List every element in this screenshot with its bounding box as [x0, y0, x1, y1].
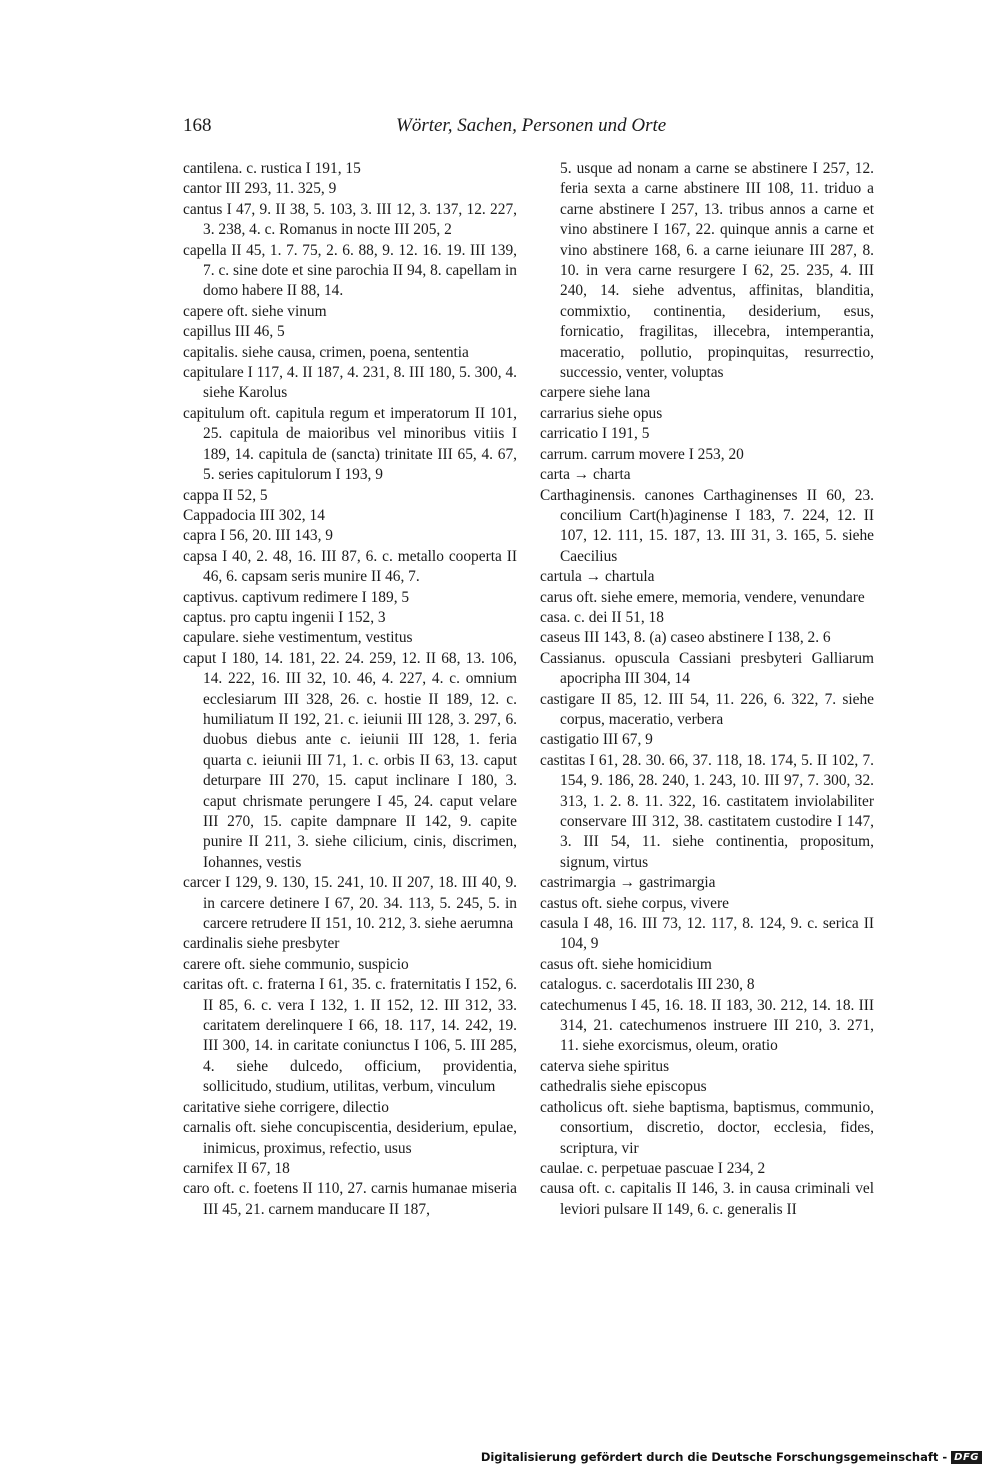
index-entry: capra I 56, 20. III 143, 9: [183, 527, 334, 545]
index-entry: capitalis. siehe causa, crimen, poena, sententia: [183, 343, 469, 361]
left-column: [183, 159, 517, 1220]
index-entry: casula I 48, 16. III 73, 12. 117, 8. 124, 9. c. serica II 104, 9: [540, 915, 874, 953]
index-entry: capere oft. siehe vinum: [183, 302, 327, 320]
index-entry: catalogus. c. sacerdotalis III 230, 8: [540, 976, 755, 994]
index-entry: castrimargia → gastrimargia: [540, 874, 716, 892]
index-entry: 5. usque ad nonam a carne se abstinere I 257, 12. feria sexta a carne abstinere III 108, 11. triduo a carne abstinere I 257, 13. tribus annos a carne et vino abstinere I 167, 22. quinque annis a carne et vino abstinere 168, 6. a carne ieiunare III 287, 8. 10. in vera carne resurgere I 62, 25. 235, 4. III 240, 14. siehe adventus, affinitas, blanditia, commixtio, continentia, desiderium, esus, fornicatio, fragilitas, illecebra, intemperantia, maceratio, pollutio, propinquitas, resurrectio, successio, venter, voluptas: [560, 160, 874, 382]
footer: [481, 1450, 982, 1464]
index-entry: cathedralis siehe episcopus: [540, 1078, 707, 1096]
index-entry: caulae. c. perpetuae pascuae I 234, 2: [540, 1159, 766, 1177]
index-entry: capsa I 40, 2. 48, 16. III 87, 6. c. metallo cooperta II 46, 6. capsam seris munire II 46, 7.: [183, 547, 517, 586]
index-entry: cantor III 293, 11. 325, 9: [183, 180, 337, 198]
index-entry: Cappadocia III 302, 14: [183, 506, 325, 524]
index-entry: Cassianus. opuscula Cassiani presbyteri Galliarum apocripha III 304, 14: [540, 649, 874, 688]
running-title: Wörter, Sachen, Personen und Orte: [396, 115, 667, 136]
index-entry: carnalis oft. siehe concupiscentia, desiderium, epulae, inimicus, proximus, refectio, usus: [183, 1119, 517, 1157]
index-entry: carus oft. siehe emere, memoria, vendere, venundare: [540, 588, 865, 606]
index-entry: casus oft. siehe homicidium: [540, 955, 712, 973]
index-entry: carnifex II 67, 18: [183, 1159, 290, 1177]
index-entry: capulare. siehe vestimentum, vestitus: [183, 629, 413, 647]
page-number: 168: [183, 115, 212, 136]
index-entry: caritative siehe corrigere, dilectio: [183, 1098, 389, 1116]
index-entry: capella II 45, 1. 7. 75, 2. 6. 88, 9. 12. 16. 19. III 139, 7. c. sine dote et sine parochia II 94, 8. capellam in domo habere II 88, 14.: [183, 241, 517, 300]
index-entry: caput I 180, 14. 181, 22. 24. 259, 12. II 68, 13. 106, 14. 222, 16. III 32, 10. 46, 4. 227, 4. c. omnium ecclesiarum III 328, 26. c. hostie II 189, 12. c. humiliatum II 192, 21. c. ieiunii III 128, 3. 297, 6. duobus diebus ante c. ieiunii III 128, 1. feria quarta c. ieiunii III 71, 1. c. orbis II 63, 13. caput deturpare III 270, 15. caput inclinare I 180, 3. caput chrismate perungere I 45, 24. caput velare III 270, 15. capite dampnare II 142, 9. capite punire II 211, 3. siehe cilicium, cinis, discrimen, Iohannes, vestis: [183, 649, 517, 871]
index-entry: cantilena. c. rustica I 191, 15: [183, 160, 361, 177]
index-entry: captivus. captivum redimere I 189, 5: [183, 588, 410, 606]
index-entry: carrarius siehe opus: [540, 404, 663, 422]
index-entry: caterva siehe spiritus: [540, 1057, 670, 1075]
index-entry: capitulum oft. capitula regum et imperatorum II 101, 25. capitula de maioribus vel minoribus vitiis I 189, 14. capitula de (sancta) trinitate III 65, 4. 67, 5. series capitulorum I 193, 9: [183, 404, 517, 484]
index-entry: castigare II 85, 12. III 54, 11. 226, 6. 322, 7. siehe corpus, maceratio, verbera: [540, 690, 874, 728]
index-entry: carricatio I 191, 5: [540, 425, 650, 443]
index-entry: catechumenus I 45, 16. 18. II 183, 30. 212, 14. 18. III 314, 21. catechumenos instruere III 210, 3. 271, 11. siehe exorcismus, oleum, oratio: [540, 996, 874, 1055]
index-entry: catholicus oft. siehe baptisma, baptismus, communio, consortium, discretio, doctor, ecclesia, fides, scriptura, vir: [540, 1098, 874, 1157]
index-entry: capitulare I 117, 4. II 187, 4. 231, 8. III 180, 5. 300, 4. siehe Karolus: [183, 364, 517, 402]
index-entry: castigatio III 67, 9: [540, 731, 653, 749]
dfg-logo: DFG: [951, 1451, 982, 1464]
index-entry: caro oft. c. foetens II 110, 27. carnis humanae miseria III 45, 21. carnem manducare II 187,: [183, 1180, 517, 1218]
footer-credit: Digitalisierung gefördert durch die Deutsche Forschungsgemeinschaft -: [480, 1450, 948, 1464]
index-entry: caseus III 143, 8. (a) caseo abstinere I 138, 2. 6: [540, 629, 831, 647]
index-entry: cantus I 47, 9. II 38, 5. 103, 3. III 12, 3. 137, 12. 227, 3. 238, 4. c. Romanus in nocte III 205, 2: [183, 200, 517, 239]
index-entry: castitas I 61, 28. 30. 66, 37. 118, 18. 174, 5. II 102, 7. 154, 9. 186, 28. 240, 1. 243, 10. III 97, 7. 300, 32. 313, 1. 2. 8. 11. 322, 16. castitatem inviolabiliter conservare III 312, 38. castitatem custodire I 147, 3. III 54, 11. siehe continentia, propositum, signum, virtus: [540, 751, 874, 871]
index-entry: caritas oft. c. fraterna I 61, 35. c. fraternitatis I 152, 6. II 85, 6. c. vera I 132, 1. II 152, 12. III 312, 33. caritatem derelinquere I 66, 18. 117, 14. 242, 19. III 300, 14. in caritate coniunctus I 106, 5. III 285, 4. siehe dulcedo, officium, providentia, sollicitudo, studium, utilitas, verbum, vinculum: [183, 976, 517, 1096]
index-entry: carta → charta: [540, 466, 631, 484]
index-entry: carcer I 129, 9. 130, 15. 241, 10. II 207, 18. III 40, 9. in carcere detinere I 67, 20. 34. 113, 5. 245, 5. in carcere retrudere II 151, 10. 212, 3. siehe aerumna: [183, 874, 517, 933]
index-entry: causa oft. c. capitalis II 146, 3. in causa criminali vel leviori pulsare II 149, 6. c. generalis II: [540, 1180, 874, 1218]
index-entry: Carthaginensis. canones Carthaginenses II 60, 23. concilium Cart(h)aginense I 183, 7. 224, 12. II 107, 12. 111, 15. 187, 13. III 31, 3. 165, 5. siehe Caecilius: [540, 486, 874, 565]
index-entry: captus. pro captu ingenii I 152, 3: [183, 608, 386, 626]
index-entry: carere oft. siehe communio, suspicio: [183, 955, 409, 973]
index-entry: capillus III 46, 5: [183, 323, 285, 341]
index-entry: carpere siehe lana: [540, 384, 651, 402]
index-entry: cartula → chartula: [540, 568, 655, 586]
right-column: [540, 159, 874, 1220]
index-entry: carrum. carrum movere I 253, 20: [540, 445, 744, 463]
index-entry: cardinalis siehe presbyter: [183, 935, 340, 953]
index-entry: castus oft. siehe corpus, vivere: [540, 894, 729, 912]
index-entry: casa. c. dei II 51, 18: [540, 608, 664, 626]
index-entry: cappa II 52, 5: [183, 486, 268, 504]
